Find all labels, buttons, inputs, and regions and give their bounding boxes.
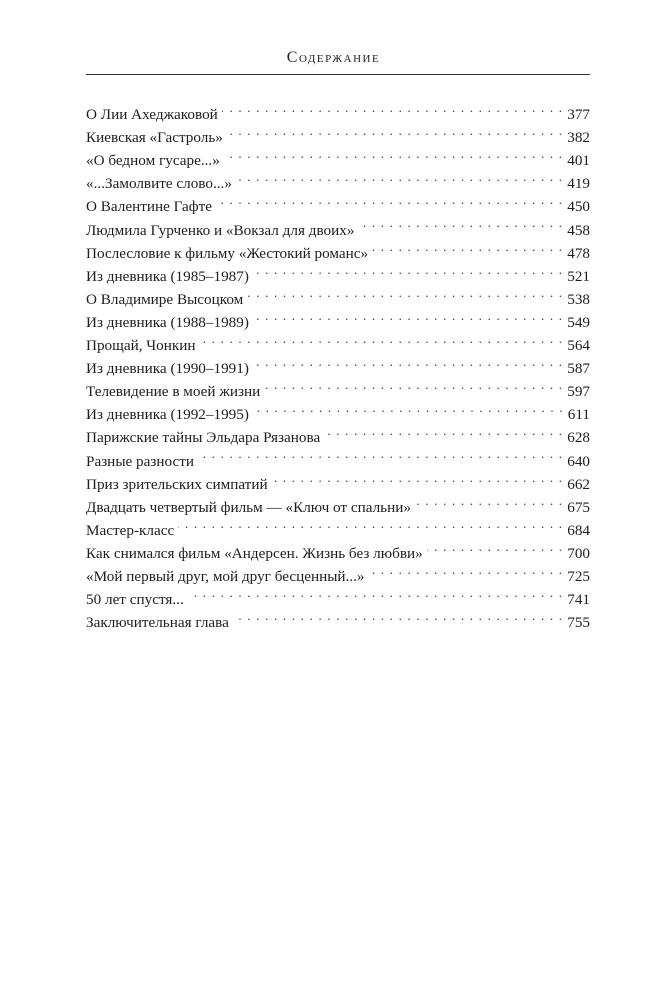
toc-entry-title: Разные разности	[86, 452, 194, 470]
toc-entry-page: 700	[567, 544, 590, 562]
toc-entry-title: Из дневника (1992–1995)	[86, 406, 249, 424]
dot-leader	[427, 535, 563, 558]
dot-leader	[178, 512, 563, 535]
header-rule	[86, 74, 590, 75]
toc-entry-title: Киевская «Гастроль»	[86, 129, 223, 147]
toc-entry-page: 382	[567, 129, 590, 147]
toc-entry-title: О Валентине Гафте	[86, 198, 213, 216]
toc-entry-page: 597	[567, 383, 590, 401]
dot-leader	[264, 373, 563, 396]
toc-entry-page: 725	[567, 567, 590, 585]
dot-leader	[369, 558, 564, 581]
dot-leader	[233, 604, 563, 627]
toc-entry-page: 458	[567, 221, 590, 239]
toc-entry-page: 662	[567, 475, 590, 493]
toc-entry-page: 640	[567, 452, 590, 470]
toc-entry-page: 549	[567, 313, 590, 331]
toc-entry-page: 587	[567, 360, 590, 378]
dot-leader	[224, 142, 563, 165]
toc-entry-page: 675	[567, 498, 590, 516]
toc-entry-title: Приз зрительских симпатий	[86, 475, 268, 493]
toc-entry-page: 611	[567, 406, 590, 424]
toc-entry-title: Телевидение в моей жизни	[86, 383, 261, 401]
toc-entry-page: 401	[567, 152, 590, 170]
toc-entry-title: Из дневника (1985–1987)	[86, 267, 249, 285]
toc-entry-page: 538	[567, 290, 590, 308]
toc-entry-page: 419	[567, 175, 590, 193]
toc-entry-page: 377	[567, 106, 590, 124]
dot-leader	[358, 211, 563, 234]
dot-leader	[236, 165, 563, 188]
dot-leader	[247, 281, 563, 304]
toc-entry-title: Из дневника (1990–1991)	[86, 360, 249, 378]
dot-leader	[253, 350, 563, 373]
dot-leader	[253, 258, 563, 281]
dot-leader	[324, 419, 563, 442]
toc-entry-title: «О бедном гусаре...»	[86, 152, 220, 170]
toc-entry-title: Мастер-класс	[86, 521, 175, 539]
dot-leader	[198, 442, 563, 465]
dot-leader	[272, 466, 564, 489]
table-of-contents	[86, 96, 590, 632]
toc-entry-title: «Мой первый друг, мой друг бесценный...»	[86, 567, 365, 585]
dot-leader	[188, 581, 563, 604]
toc-entry-page: 564	[567, 337, 590, 355]
dot-leader	[372, 235, 563, 258]
toc-entry-title: О Лии Ахеджаковой	[86, 106, 218, 124]
toc-entry-page: 741	[567, 591, 590, 609]
toc-entry-page: 628	[567, 429, 590, 447]
toc-entry-title: Прощай, Чонкин	[86, 337, 196, 355]
toc-entry-page: 521	[567, 267, 590, 285]
toc-entry	[86, 96, 590, 124]
toc-entry-title: «...Замолвите слово...»	[86, 175, 232, 193]
toc-entry-page: 755	[567, 614, 590, 632]
toc-entry-title: Заключительная глава	[86, 614, 229, 632]
dot-leader	[216, 188, 563, 211]
toc-entry-page: 684	[567, 521, 590, 539]
toc-entry-title: Парижские тайны Эльдара Рязанова	[86, 429, 321, 447]
toc-entry-title: 50 лет спустя...	[86, 591, 184, 609]
toc-entry-title: Послесловие к фильму «Жестокий романс»	[86, 244, 369, 262]
dot-leader	[227, 119, 563, 142]
toc-entry-title: Двадцать четвертый фильм — «Ключ от спальни»	[86, 498, 411, 516]
dot-leader	[253, 304, 563, 327]
toc-entry-title: Из дневника (1988–1989)	[86, 313, 249, 331]
toc-entry-page: 450	[567, 198, 590, 216]
toc-entry-title: Людмила Гурченко и «Вокзал для двоих»	[86, 221, 355, 239]
dot-leader	[415, 489, 563, 512]
page-title: Содержание	[286, 49, 381, 66]
dot-leader	[200, 327, 564, 350]
toc-entry-title: О Владимире Высоцком	[86, 290, 244, 308]
toc-entry-title: Как снимался фильм «Андерсен. Жизнь без любви»	[86, 544, 423, 562]
dot-leader	[222, 96, 563, 119]
toc-entry-page: 478	[567, 244, 590, 262]
dot-leader	[253, 396, 564, 419]
